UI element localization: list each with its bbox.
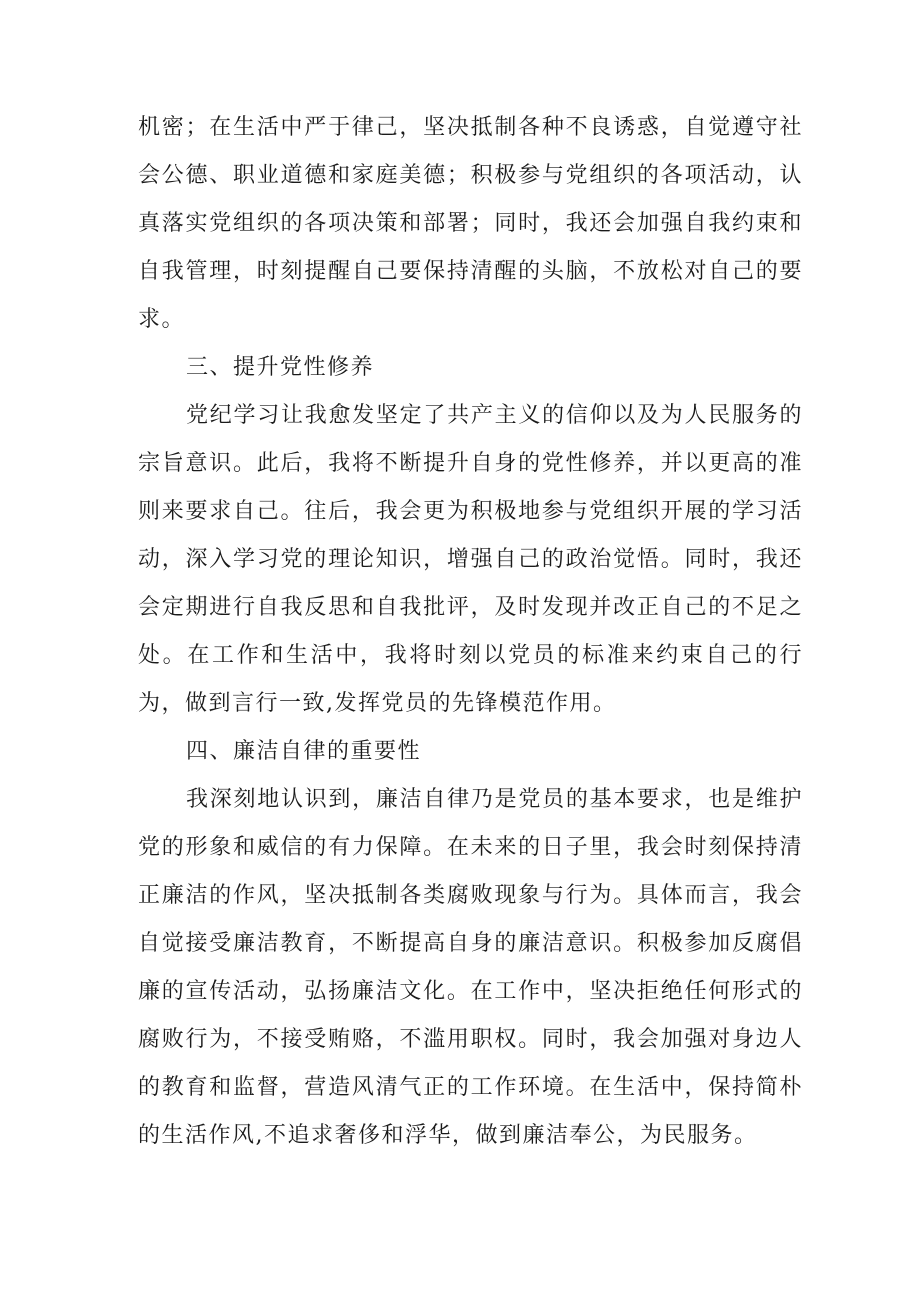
section-heading-4: 四、廉洁自律的重要性 [186, 739, 422, 764]
body-paragraph-continuation: 机密；在生活中严于律己，坚决抵制各种不良诱惑，自觉遵守社会公德、职业道德和家庭美德；积极参与党组织的各项活动，认真落实党组织的各项决策和部署；同时，我还会加强自我约束和自我管理，时刻提醒自己要保持清醒的头脑，不放松对自己的要求。 [138, 115, 803, 332]
body-paragraph-integrity: 我深刻地认识到，廉洁自律乃是党员的基本要求，也是维护党的形象和威信的有力保障。在未来的日子里，我会时刻保持清正廉洁的作风，坚决抵制各类腐败现象与行为。具体而言，我会自觉接受廉洁教育，不断提高自身的廉洁意识。积极参加反腐倡廉的宣传活动，弘扬廉洁文化。在工作中，坚决拒绝任何形式的腐败行为，不接受贿赂，不滥用职权。同时，我会加强对身边人的教育和监督，营造风清气正的工作环境。在生活中，保持简朴的生活作风,不追求奢侈和浮华，做到廉洁奉公，为民服务。 [138, 787, 803, 1148]
section-heading-3: 三、提升党性修养 [186, 355, 375, 380]
document-body [138, 104, 803, 1160]
body-paragraph-party-spirit: 党纪学习让我愈发坚定了共产主义的信仰以及为人民服务的宗旨意识。此后，我将不断提升自身的党性修养，并以更高的准则来要求自己。往后，我会更为积极地参与党组织开展的学习活动，深入学习党的理论知识，增强自己的政治觉悟。同时，我还会定期进行自我反思和自我批评，及时发现并改正自己的不足之处。在工作和生活中，我将时刻以党员的标准来约束自己的行为，做到言行一致,发挥党员的先锋模范作用。 [138, 403, 803, 716]
